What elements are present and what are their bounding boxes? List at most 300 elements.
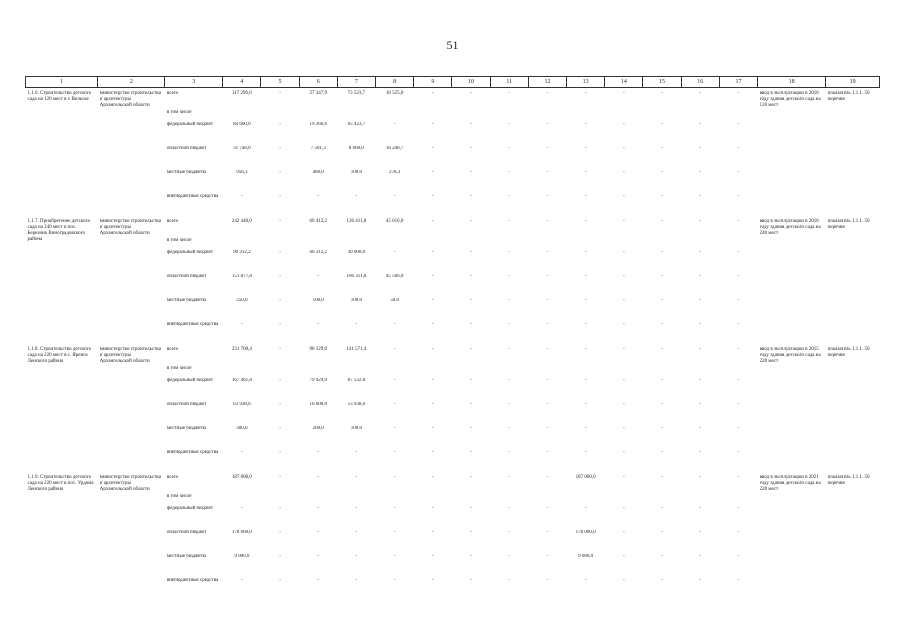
amount-cell: - — [393, 505, 396, 511]
amount-cell: - — [355, 529, 358, 535]
amount-cell — [605, 110, 643, 122]
amount-cell: - — [546, 273, 549, 279]
amount-cell: - — [279, 577, 281, 583]
amount-cell: 45 566,0 — [385, 273, 404, 279]
amount-cell — [376, 238, 414, 250]
amount-cell: - — [317, 273, 320, 279]
amount-cell — [337, 494, 375, 506]
amount-cell: - — [240, 321, 243, 327]
executor-cell: министерство строительства и архитектуры Архангельской области — [99, 91, 161, 108]
amount-cell: - — [546, 169, 549, 175]
amount-cell: - — [470, 529, 472, 535]
amount-cell: - — [508, 401, 511, 407]
amount-cell: 90 129,0 — [309, 346, 327, 352]
amount-cell: - — [317, 449, 320, 455]
funding-source: местные бюджеты — [166, 425, 207, 431]
amount-cell: - — [508, 273, 511, 279]
amount-cell: - — [240, 577, 243, 583]
amount-cell: - — [279, 553, 281, 559]
amount-cell: - — [623, 401, 625, 407]
amount-cell: - — [546, 474, 549, 480]
amount-cell: - — [546, 346, 549, 352]
header-cell: 10 — [452, 77, 490, 88]
amount-cell: - — [546, 91, 549, 96]
amount-cell — [414, 238, 452, 250]
amount-cell — [261, 494, 299, 506]
amount-cell: - — [737, 193, 740, 199]
amount-cell: - — [661, 474, 663, 480]
header-cell: 9 — [414, 77, 452, 88]
funding-source: всего — [166, 91, 179, 96]
table-row — [26, 344, 880, 366]
executor-cell: министерство строительства и архитектуры Архангельской области — [99, 218, 161, 236]
funding-source: местные бюджеты — [166, 297, 207, 303]
amount-cell: - — [623, 529, 625, 535]
amount-cell: - — [546, 425, 549, 431]
header-cell: 15 — [643, 77, 681, 88]
funding-source: федеральный бюджет — [166, 505, 213, 511]
amount-cell: - — [546, 249, 549, 255]
executor-cell: министерство строительства и архитектуры Архангельской области — [99, 346, 161, 364]
amount-cell — [490, 494, 528, 506]
amount-cell: - — [470, 553, 472, 559]
funding-source: областной бюджет — [166, 529, 207, 535]
amount-cell: - — [470, 193, 472, 199]
amount-cell: - — [432, 474, 434, 480]
amount-cell: - — [546, 297, 549, 303]
amount-cell — [528, 494, 566, 506]
activity-title: 1.1.6. Строительство детского сада на 120 мест в г. Вельске — [27, 91, 92, 102]
header-cell: 7 — [337, 77, 375, 88]
amount-cell: 178 000,0 — [231, 529, 252, 535]
amount-cell: 200,0 — [312, 425, 324, 431]
header-cell: 8 — [376, 77, 414, 88]
amount-cell — [223, 366, 261, 378]
amount-cell — [643, 366, 681, 378]
amount-cell: - — [623, 91, 625, 96]
amount-cell: - — [737, 577, 740, 583]
amount-cell: - — [317, 529, 320, 535]
amount-cell: - — [737, 505, 740, 511]
amount-cell: - — [661, 425, 663, 431]
amount-cell: 45 616,0 — [385, 218, 404, 224]
amount-cell: - — [355, 553, 358, 559]
amount-cell — [643, 238, 681, 250]
amount-cell: - — [661, 193, 663, 199]
amount-cell: - — [623, 425, 625, 431]
amount-cell: - — [584, 218, 587, 224]
amount-cell: - — [584, 145, 587, 151]
amount-cell: 31 748,0 — [233, 145, 251, 151]
amount-cell: - — [546, 193, 549, 199]
amount-cell: - — [699, 474, 702, 480]
amount-cell: - — [661, 249, 663, 255]
amount-cell: 167 461,8 — [231, 377, 252, 383]
amount-cell: - — [432, 145, 434, 151]
header-cell: 11 — [490, 77, 528, 88]
amount-cell: - — [508, 529, 511, 535]
page-number: 51 — [446, 38, 459, 52]
amount-cell: - — [623, 449, 625, 455]
amount-cell: 9 000,0 — [578, 553, 594, 559]
amount-cell: - — [737, 553, 740, 559]
amount-cell: - — [317, 553, 320, 559]
funding-source: местные бюджеты — [166, 169, 207, 175]
amount-cell: 480,0 — [312, 169, 324, 175]
amount-cell: 151 877,8 — [231, 273, 252, 279]
amount-cell: - — [355, 193, 358, 199]
amount-cell: - — [546, 449, 549, 455]
amount-cell: - — [508, 346, 511, 352]
funding-source: внебюджетные средства — [166, 449, 219, 455]
amount-cell — [528, 366, 566, 378]
amount-cell: - — [470, 474, 472, 480]
amount-cell: 16 525,0 — [385, 91, 404, 96]
amount-cell: - — [240, 449, 243, 455]
activity-title: 1.1.9. Строительство детского сада на 220 мест в пос. Урдома Ленского района — [27, 474, 94, 492]
amount-cell: - — [546, 145, 549, 151]
amount-cell — [605, 366, 643, 378]
amount-cell: - — [508, 321, 511, 327]
amount-cell: 79 929,0 — [309, 377, 327, 383]
amount-cell: - — [737, 249, 740, 255]
amount-cell: 300,0 — [236, 425, 248, 431]
amount-cell: - — [279, 193, 281, 199]
amount-cell: - — [470, 145, 472, 151]
amount-cell: - — [623, 297, 625, 303]
amount-cell: - — [355, 505, 358, 511]
amount-cell — [567, 366, 605, 378]
amount-cell: - — [584, 169, 587, 175]
amount-cell: - — [699, 553, 702, 559]
amount-cell: - — [737, 297, 740, 303]
funding-source: внебюджетные средства — [166, 577, 219, 583]
amount-cell: - — [393, 401, 396, 407]
amount-cell: - — [737, 425, 740, 431]
amount-cell — [299, 238, 337, 250]
amount-cell: - — [737, 145, 740, 151]
amount-cell: - — [584, 449, 587, 455]
amount-cell: - — [279, 249, 281, 255]
amount-cell: - — [432, 505, 434, 511]
amount-cell — [299, 366, 337, 378]
amount-cell — [452, 110, 490, 122]
amount-cell — [414, 494, 452, 506]
amount-cell: 141 571,4 — [346, 346, 367, 352]
amount-cell: - — [623, 377, 625, 383]
amount-cell: - — [737, 218, 740, 224]
expected-result: ввод в эксплуатацию в 2015 году здания детского сада на 220 мест — [759, 346, 821, 364]
amount-cell: - — [279, 529, 281, 535]
amount-cell: 231 700,4 — [231, 346, 252, 352]
funding-source: областной бюджет — [166, 145, 207, 151]
amount-cell: - — [661, 145, 663, 151]
expected-result: ввод в эксплуатацию в 2021 году здания детского сада на 220 мест — [759, 474, 821, 492]
amount-cell: 8 000,0 — [348, 145, 364, 151]
amount-cell — [337, 110, 375, 122]
header-row — [26, 77, 880, 88]
amount-cell: - — [661, 218, 663, 224]
amount-cell: - — [508, 249, 511, 255]
amount-cell: - — [699, 449, 702, 455]
funding-source: внебюджетные средства — [166, 193, 219, 199]
amount-cell: - — [661, 505, 663, 511]
amount-cell — [719, 238, 757, 250]
amount-cell: - — [432, 553, 434, 559]
amount-cell: - — [699, 218, 702, 224]
amount-cell — [681, 366, 719, 378]
indicator-link: показатель 1.1.1. 50 перечня — [827, 218, 870, 230]
amount-cell: - — [508, 193, 511, 199]
amount-cell: - — [393, 193, 396, 199]
header-cell: 3 — [165, 77, 223, 88]
amount-cell — [719, 494, 757, 506]
header-cell: 12 — [528, 77, 566, 88]
amount-cell: 53 938,6 — [347, 401, 366, 407]
amount-cell: - — [470, 401, 472, 407]
amount-cell: - — [317, 474, 320, 480]
header-cell: 2 — [98, 77, 165, 88]
amount-cell — [452, 494, 490, 506]
amount-cell: - — [508, 121, 511, 127]
activity-title: 1.1.7. Приобретение детского сада на 240 мест в пос. Березник Виноградовского района — [27, 218, 91, 242]
amount-cell: - — [240, 505, 243, 511]
amount-cell: - — [508, 377, 511, 383]
amount-cell — [376, 366, 414, 378]
amount-cell: - — [470, 218, 472, 224]
funding-source: федеральный бюджет — [166, 249, 213, 255]
amount-cell: - — [432, 218, 434, 224]
amount-cell: - — [355, 449, 358, 455]
header-cell: 6 — [299, 77, 337, 88]
amount-cell — [452, 366, 490, 378]
amount-cell: - — [584, 401, 587, 407]
amount-cell: 73 523,7 — [347, 91, 366, 96]
amount-cell: - — [623, 505, 625, 511]
amount-cell: - — [508, 474, 511, 480]
amount-cell: - — [432, 577, 434, 583]
amount-cell: 100,0 — [350, 297, 363, 303]
amount-cell: - — [432, 529, 434, 535]
amount-cell: - — [508, 553, 511, 559]
amount-cell: - — [584, 425, 587, 431]
amount-cell: - — [699, 169, 702, 175]
amount-cell: - — [699, 346, 702, 352]
amount-cell: - — [737, 474, 740, 480]
amount-cell — [681, 494, 719, 506]
amount-cell — [605, 238, 643, 250]
amount-cell: - — [432, 346, 434, 352]
funding-source: в том числе — [166, 365, 192, 371]
table-row — [26, 216, 880, 238]
amount-cell — [681, 238, 719, 250]
amount-cell: - — [470, 249, 472, 255]
amount-cell: - — [623, 145, 625, 151]
amount-cell — [261, 110, 299, 122]
amount-cell: - — [699, 577, 702, 583]
amount-cell: - — [279, 346, 281, 352]
amount-cell: - — [699, 121, 702, 127]
amount-cell: 60 312,2 — [309, 249, 327, 255]
amount-cell: 50,0 — [390, 297, 399, 303]
amount-cell: - — [432, 297, 434, 303]
amount-cell: - — [623, 121, 625, 127]
amount-cell: - — [737, 401, 740, 407]
amount-cell — [223, 110, 261, 122]
amount-cell: - — [584, 377, 587, 383]
amount-cell: - — [661, 91, 663, 96]
amount-cell — [223, 238, 261, 250]
funding-source: всего — [166, 218, 179, 224]
amount-cell: - — [393, 377, 396, 383]
amount-cell: - — [623, 273, 625, 279]
amount-cell: - — [508, 91, 511, 96]
amount-cell: - — [279, 297, 281, 303]
amount-cell: 63 938,6 — [233, 401, 251, 407]
amount-cell: - — [699, 377, 702, 383]
funding-source: в том числе — [166, 493, 192, 499]
amount-cell: - — [279, 321, 281, 327]
amount-cell — [414, 110, 452, 122]
amount-cell: 9 000,0 — [234, 553, 250, 559]
amount-cell: - — [699, 91, 702, 96]
header-cell: 19 — [826, 77, 880, 88]
amount-cell: - — [317, 505, 320, 511]
amount-cell: - — [508, 449, 511, 455]
amount-cell: - — [546, 377, 549, 383]
amount-cell: - — [432, 121, 434, 127]
amount-cell: 87 532,8 — [347, 377, 366, 383]
amount-cell: - — [661, 121, 663, 127]
amount-cell: - — [737, 91, 740, 96]
amount-cell: - — [699, 193, 702, 199]
amount-cell: - — [508, 297, 511, 303]
funding-source: всего — [166, 346, 179, 352]
amount-cell: - — [393, 529, 396, 535]
amount-cell — [528, 110, 566, 122]
amount-cell: - — [432, 377, 434, 383]
amount-cell — [681, 110, 719, 122]
amount-cell: - — [393, 249, 396, 255]
amount-cell: - — [584, 577, 587, 583]
header-cell: 5 — [261, 77, 299, 88]
amount-cell: - — [393, 553, 396, 559]
amount-cell: - — [393, 425, 396, 431]
funding-source: областной бюджет — [166, 273, 207, 279]
amount-cell: - — [546, 553, 549, 559]
amount-cell: - — [279, 145, 281, 151]
amount-cell: 278,3 — [389, 169, 401, 175]
amount-cell: - — [737, 273, 740, 279]
amount-cell — [605, 494, 643, 506]
amount-cell: 136 411,8 — [346, 218, 367, 224]
amount-cell: 106 311,8 — [346, 273, 367, 279]
funding-source: местные бюджеты — [166, 553, 207, 559]
amount-cell: 30 000,0 — [347, 249, 366, 255]
amount-cell: - — [279, 121, 281, 127]
program-table — [25, 76, 880, 600]
amount-cell: - — [279, 377, 281, 383]
header-cell: 18 — [758, 77, 826, 88]
amount-cell: - — [699, 145, 702, 151]
amount-cell: - — [546, 401, 549, 407]
amount-cell — [261, 366, 299, 378]
amount-cell: - — [661, 377, 663, 383]
amount-cell: - — [317, 321, 320, 327]
amount-cell: - — [699, 529, 702, 535]
amount-cell: - — [279, 449, 281, 455]
amount-cell: - — [393, 321, 396, 327]
amount-cell: - — [470, 425, 472, 431]
amount-cell: - — [699, 249, 702, 255]
amount-cell: - — [661, 297, 663, 303]
amount-cell: - — [584, 505, 587, 511]
amount-cell: 100,0 — [350, 425, 363, 431]
amount-cell: - — [699, 401, 702, 407]
amount-cell: - — [432, 169, 434, 175]
amount-cell: - — [737, 377, 740, 383]
amount-cell: - — [470, 449, 472, 455]
amount-cell: - — [584, 121, 587, 127]
amount-cell: - — [470, 297, 472, 303]
amount-cell: - — [355, 321, 358, 327]
amount-cell: - — [355, 577, 358, 583]
amount-cell: 10 000,0 — [309, 401, 327, 407]
amount-cell: - — [279, 505, 281, 511]
amount-cell: - — [279, 474, 281, 480]
funding-source: в том числе — [166, 109, 192, 115]
amount-cell: - — [699, 321, 702, 327]
amount-cell: - — [661, 273, 663, 279]
amount-cell: - — [737, 346, 740, 352]
amount-cell: - — [584, 249, 587, 255]
amount-cell: - — [737, 169, 740, 175]
amount-cell: - — [623, 346, 625, 352]
amount-cell: 16 246,7 — [385, 145, 404, 151]
amount-cell: - — [470, 91, 472, 96]
amount-cell: - — [279, 273, 281, 279]
amount-cell: - — [393, 346, 396, 352]
amount-cell: - — [393, 121, 396, 127]
amount-cell: - — [623, 169, 625, 175]
amount-cell: - — [546, 218, 549, 224]
funding-source: областной бюджет — [166, 401, 207, 407]
amount-cell: - — [623, 193, 625, 199]
amount-cell: - — [317, 577, 320, 583]
amount-cell: 100,0 — [312, 297, 324, 303]
amount-cell: - — [470, 505, 472, 511]
amount-cell: - — [661, 553, 663, 559]
amount-cell: - — [623, 218, 625, 224]
amount-cell: - — [623, 553, 625, 559]
amount-cell: - — [240, 193, 243, 199]
amount-cell: - — [661, 321, 663, 327]
amount-cell — [643, 110, 681, 122]
amount-cell: 27 347,9 — [309, 91, 327, 96]
funding-source: федеральный бюджет — [166, 121, 213, 127]
amount-cell: - — [470, 377, 472, 383]
amount-cell: - — [432, 321, 434, 327]
amount-cell: - — [546, 577, 549, 583]
amount-cell: - — [737, 121, 740, 127]
amount-cell: - — [699, 297, 702, 303]
expected-result: ввод в эксплуатацию в 2016 году здания детского сада на 240 мест — [759, 218, 821, 236]
amount-cell: - — [584, 321, 587, 327]
funding-source: внебюджетные средства — [166, 321, 219, 327]
amount-cell: 178 000,0 — [575, 529, 596, 535]
amount-cell — [490, 366, 528, 378]
amount-cell: - — [508, 577, 511, 583]
